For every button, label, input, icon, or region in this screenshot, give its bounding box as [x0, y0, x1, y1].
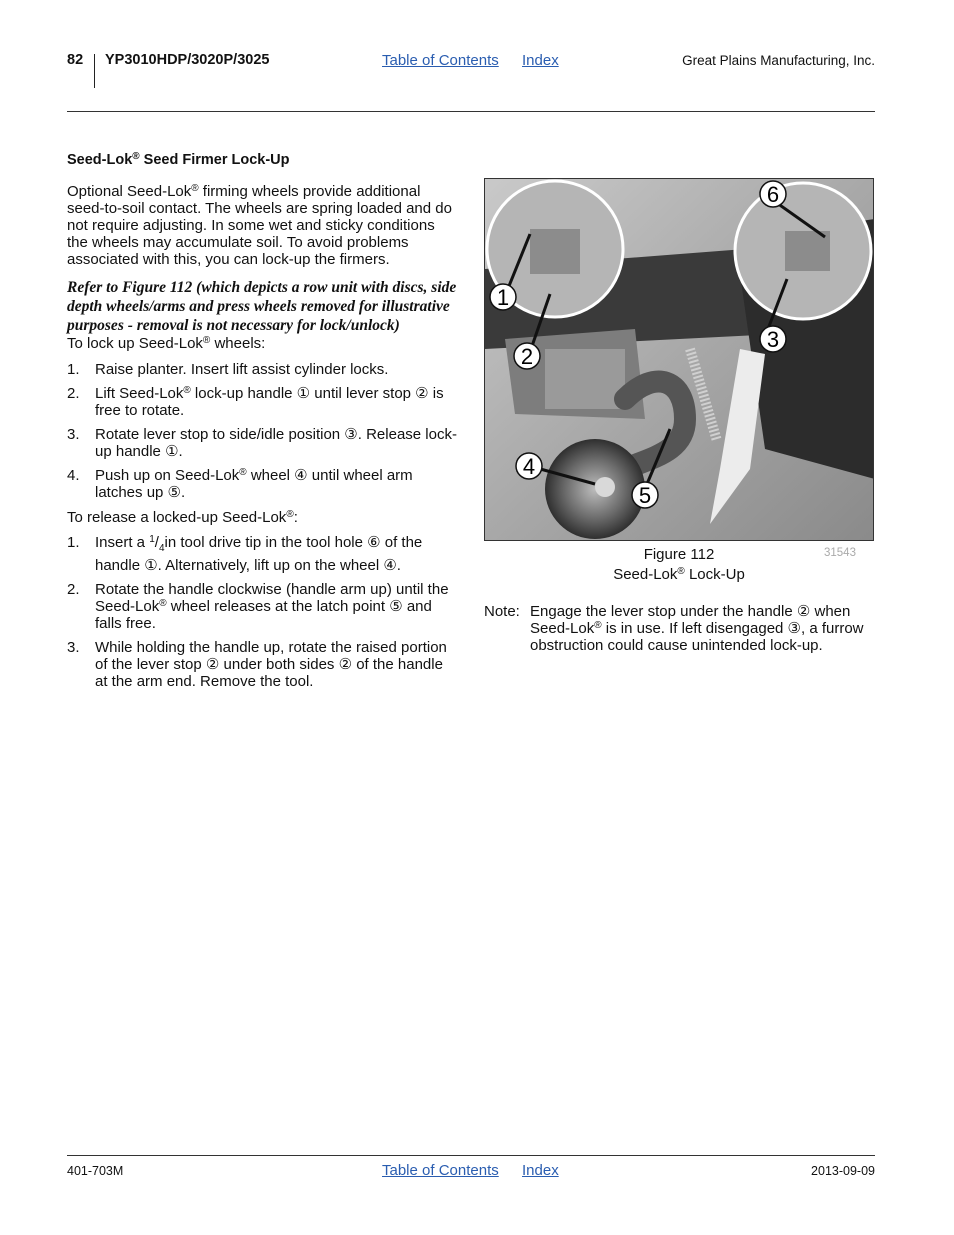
- callout-1: [490, 284, 516, 310]
- svg-text:5: 5: [638, 483, 652, 508]
- callout-4: [516, 453, 542, 479]
- model-title: YP3010HDP/3020P/3025: [105, 52, 270, 68]
- main-text-column: [67, 152, 457, 698]
- lock-intro: To lock up Seed-Lok® wheels:: [67, 335, 266, 352]
- header-divider: [94, 54, 95, 88]
- callout-2: [514, 343, 540, 369]
- list-item: 2. Rotate the handle clockwise (handle arm up) until the Seed-Lok® wheel releases at the latch point ⑤ and falls free.: [67, 581, 449, 632]
- callout-3: [760, 326, 786, 352]
- index-link-footer[interactable]: Index: [522, 1162, 559, 1179]
- list-item: 1. Raise planter. Insert lift assist cylinder locks.: [67, 361, 389, 378]
- note-block: [484, 603, 876, 654]
- list-item: 1. Insert a $^1/_4in$ tool drive tip in the tool hole ⑥ of the handle ①. Alternatively, lift up on the wheel ④.: [67, 534, 423, 574]
- figure-photo: [484, 178, 874, 541]
- section-heading: Seed-Lok® Seed Firmer Lock-Up: [67, 151, 290, 168]
- toc-link-header[interactable]: Table of Contents: [382, 52, 499, 69]
- svg-text:4: 4: [522, 454, 536, 479]
- callout-5: [632, 482, 658, 508]
- figure-reference-note: Refer to Figure 112 (which depicts a row unit with discs, side depth wheels/arms and press wheels removed for illustrative purposes - removal is not necessary for lock/unlock): [67, 279, 457, 334]
- release-intro: To release a locked-up Seed-Lok®:: [67, 509, 298, 526]
- figure-caption: Seed-Lok® Lock-Up: [613, 566, 745, 583]
- figure-reference-number: 31543: [824, 547, 856, 559]
- seed-lok-photo-illustration: [485, 179, 874, 541]
- footer-rule: [67, 1155, 875, 1156]
- list-item: 4. Push up on Seed-Lok® wheel ④ until wheel arm latches up ⑤.: [67, 467, 413, 501]
- doc-date: 2013-09-09: [811, 1164, 875, 1178]
- list-item: 3. Rotate lever stop to side/idle position ③. Release lock-up handle ①.: [67, 426, 457, 460]
- svg-text:6: 6: [766, 182, 780, 207]
- list-item: 3. While holding the handle up, rotate the raised portion of the lever stop ② under both sides ② of the handle at the arm end. Remove the tool.: [67, 639, 447, 690]
- svg-text:1: 1: [496, 285, 510, 310]
- lock-steps-list: [67, 361, 457, 501]
- release-steps-list: [67, 534, 457, 690]
- figure-label: Figure 112: [643, 546, 715, 563]
- note-text: Engage the lever stop under the handle ② when Seed-Lok® is in use. If left disengaged ③, a furrow obstruction could cause unintended lock-up.: [530, 603, 864, 654]
- note-label: Note:: [484, 603, 520, 620]
- intro-paragraph: Optional Seed-Lok® firming wheels provide additional seed-to-soil contact. The wheels are spring loaded and do not require adjusting. In some wet and sticky conditions the wheels may accumulate soil. To avoid problems associated with this, you can lock-up the firmers.: [67, 183, 452, 268]
- header-rule: [67, 111, 875, 112]
- company-name: Great Plains Manufacturing, Inc.: [682, 53, 875, 68]
- page-number: 82: [67, 52, 84, 68]
- svg-text:3: 3: [766, 327, 780, 352]
- svg-text:2: 2: [520, 344, 534, 369]
- toc-link-footer[interactable]: Table of Contents: [382, 1162, 499, 1179]
- doc-number: 401-703M: [67, 1164, 124, 1178]
- index-link-header[interactable]: Index: [522, 52, 559, 69]
- callout-6: [760, 181, 786, 207]
- list-item: 2. Lift Seed-Lok® lock-up handle ① until lever stop ② is free to rotate.: [67, 385, 444, 419]
